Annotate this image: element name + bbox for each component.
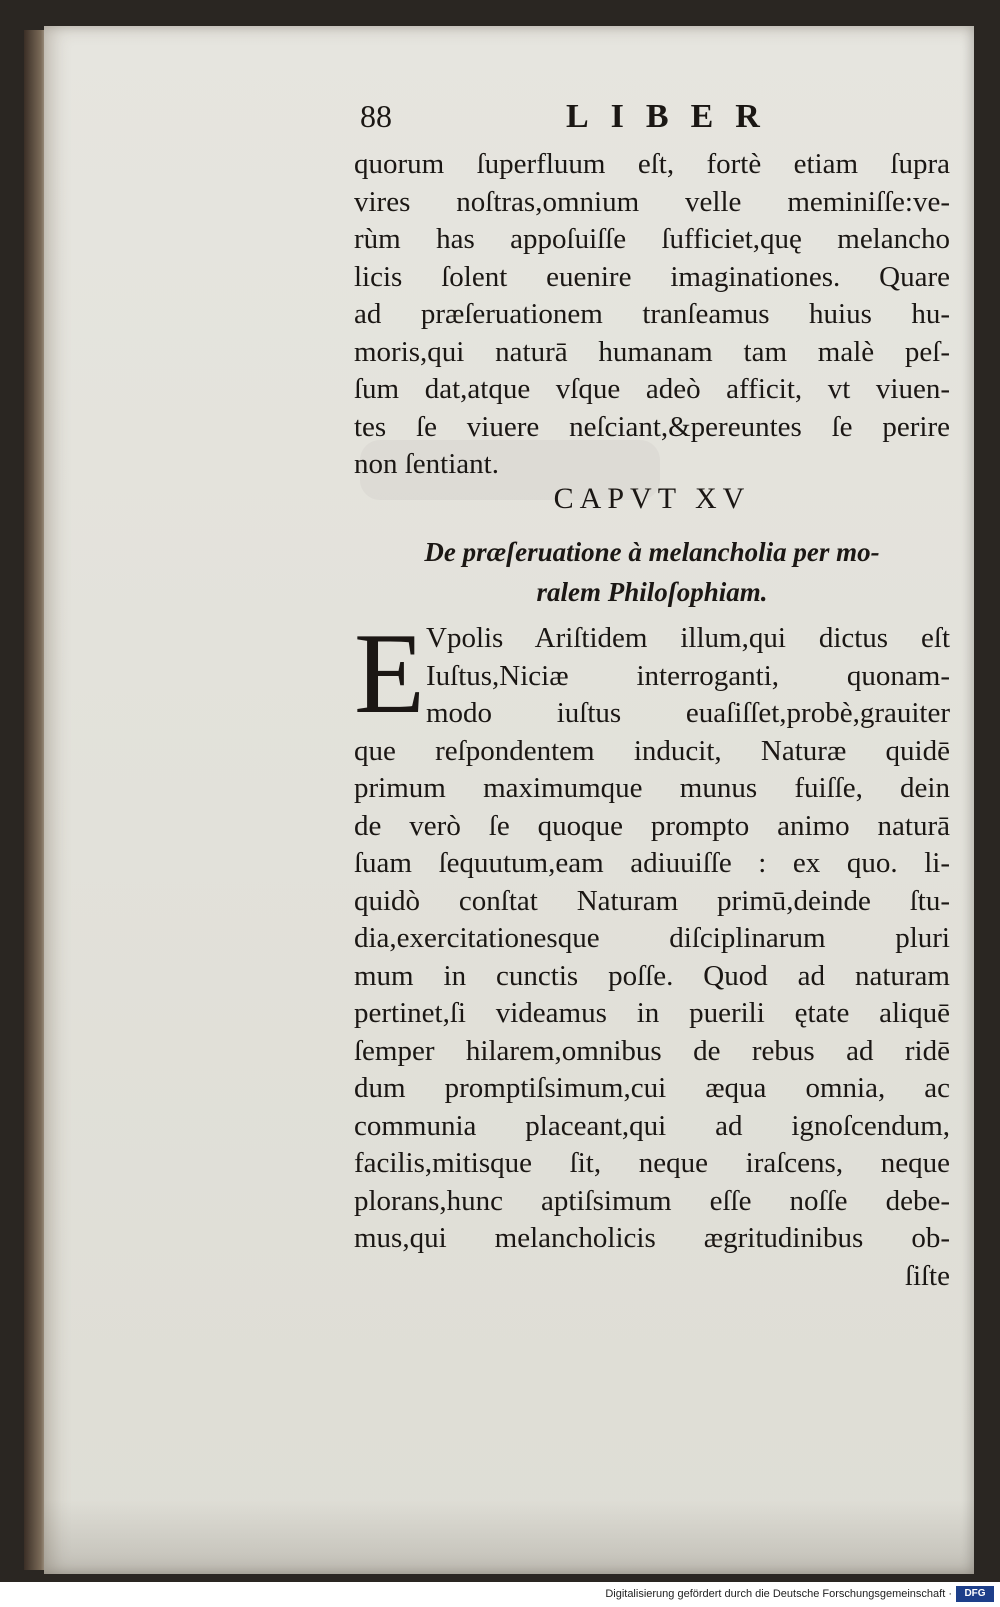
text-line: quorum ſuperfluum eſt, fortè etiam ſupra [354, 148, 950, 180]
page-header [360, 98, 780, 142]
running-head: LIBER [566, 98, 782, 135]
text-line: ad præſeruationem tranſeamus huius hu- [354, 298, 950, 330]
text-line: mum in cunctis poſſe. Quod ad naturam [354, 959, 950, 992]
text-line: Iuſtus,Niciæ interroganti, quonam- [426, 659, 950, 692]
catchword: ſiſte [904, 1259, 950, 1292]
text-line: licis ſolent euenire imaginationes. Quare [354, 260, 950, 293]
chapter-body [354, 610, 950, 1295]
text-line: primum maximumque munus fuiſſe, dein [354, 772, 950, 804]
chapter-subtitle [354, 532, 950, 612]
text-line: plorans,hunc aptiſsimum eſſe noſſe debe- [354, 1184, 950, 1217]
text-line: que reſpondentem inducit, Naturæ quidē [354, 734, 950, 767]
text-line: non ſentiant. [354, 448, 499, 480]
text-line: ſemper hilarem,omnibus de rebus ad ridē [354, 1034, 950, 1067]
drop-cap-block [354, 610, 950, 738]
chapter-heading: CAPVT XV [553, 482, 751, 515]
text-line: dum promptiſsimum,cui æqua omnia, ac [354, 1072, 950, 1104]
text-line: tes ſe viuere neſciant,&pereuntes ſe perire [354, 410, 950, 443]
drop-cap: E [354, 610, 425, 738]
text-line: facilis,mitisque ſit, neque iraſcens, neque [354, 1147, 950, 1179]
subtitle-line: ralem Philoſophiam. [536, 577, 768, 607]
text-line: communia placeant,qui ad ignoſcendum, [354, 1109, 950, 1142]
top-paragraph [354, 146, 950, 484]
text-line: Vpolis Ariſtidem illum,qui dictus eſt [426, 622, 950, 654]
text-line: pertinet,ſi videamus in puerili ętate aliquē [354, 997, 950, 1029]
dfg-logo[interactable]: DFG [956, 1586, 994, 1602]
subtitle-line: De præſeruatione à melancholia per mo- [424, 537, 880, 567]
text-line: de verò ſe quoque prompto animo naturā [354, 809, 950, 842]
text-line: rùm has appoſuiſſe ſufficiet,quę melancho [354, 223, 950, 255]
page-number: 88 [360, 98, 392, 134]
funding-credit: Digitalisierung gefördert durch die Deutsche Forschungsgemeinschaft · [605, 1588, 952, 1600]
text-line: ſum dat,atque vſque adeò afficit, vt viuen- [354, 373, 950, 405]
text-line: modo iuſtus euaſiſſet,probè,grauiter [426, 697, 950, 729]
text-line: dia,exercitationesque diſciplinarum pluri [354, 922, 950, 954]
text-line: vires noſtras,omnium velle meminiſſe:ve- [354, 185, 950, 218]
footer-bar [0, 1582, 1000, 1607]
text-line: ſuam ſequutum,eam adiuuiſſe : ex quo. li- [354, 847, 950, 879]
page-shadow [44, 1500, 974, 1574]
text-line: mus,qui melancholicis ægritudinibus ob- [354, 1222, 950, 1254]
text-line: moris,qui naturā humanam tam malè peſ- [354, 335, 950, 368]
text-line: quidò conſtat Naturam primū,deinde ſtu- [354, 884, 950, 917]
